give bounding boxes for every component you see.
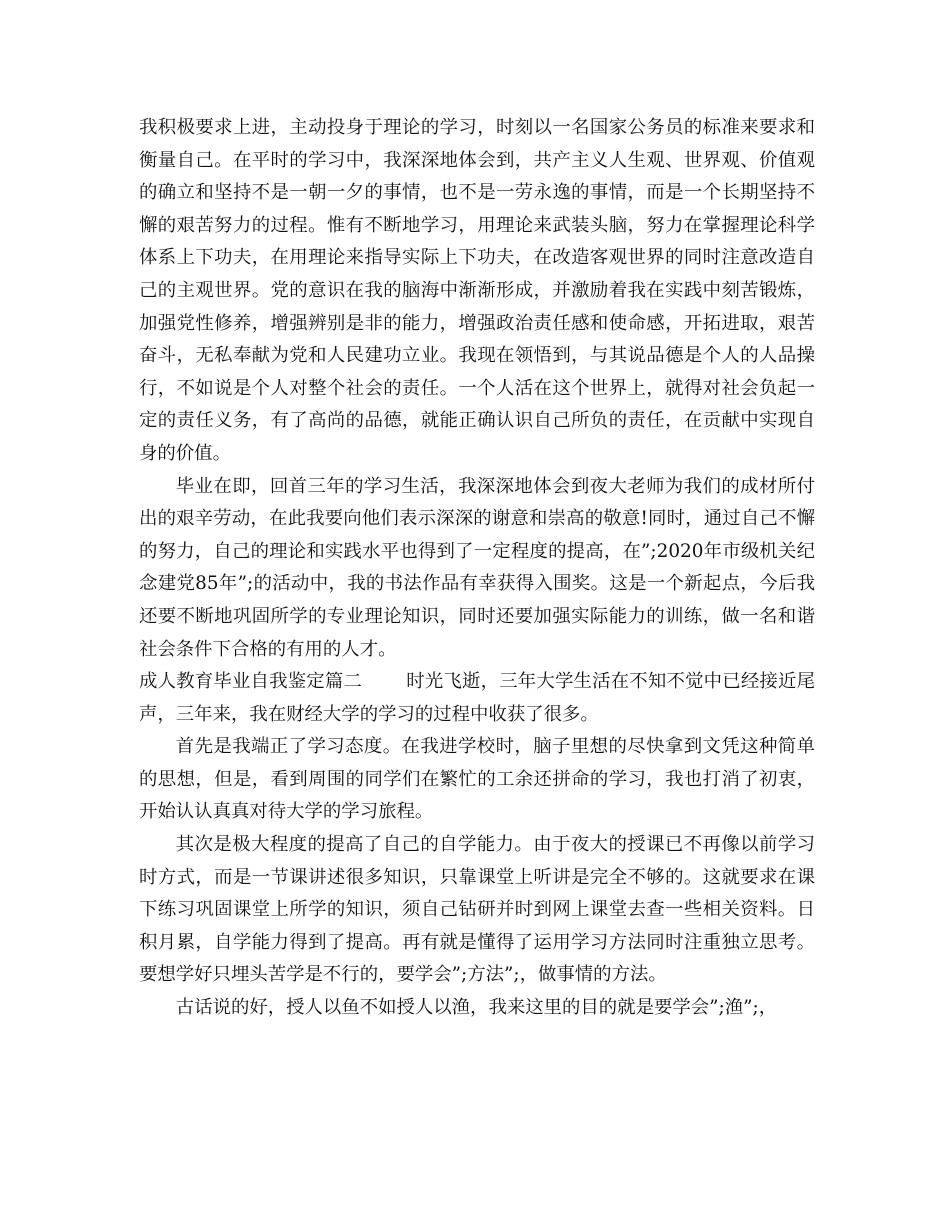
- body-paragraph-4: 首先是我端正了学习态度。在我进学校时，脑子里想的尽快拿到文凭这种简单的思想，但是，看到周围的同学们在繁忙的工余还拼命的学习，我也打消了初衷，开始认认真真对待大学的学习旅程。: [139, 736, 815, 823]
- section-heading: 成人教育毕业自我鉴定篇二: [139, 671, 363, 693]
- body-paragraph-6: 古话说的好，授人以鱼不如授人以渔，我来这里的目的就是要学会”;渔”;，: [175, 997, 778, 1019]
- document-page: [139, 112, 815, 1025]
- body-paragraph-2: 毕业在即，回首三年的学习生活，我深深地体会到夜大老师为我们的成材所付出的艰辛劳动，在此我要向他们表示深深的谢意和崇高的敬意!同时，通过自己不懈的努力，自己的理论和实践水平也得到了一定程度的提高，在”;2020年市级机关纪念建党85年”;的活动中，我的书法作品有幸获得入围奖。这是一个新起点，今后我还要不断地巩固所学的专业理论知识，同时还要加强实际能力的训练，做一名和谐社会条件下合格的有用的人才。: [139, 475, 815, 660]
- body-paragraph-1: 我积极要求上进，主动投身于理论的学习，时刻以一名国家公务员的标准来要求和衡量自己。在平时的学习中，我深深地体会到，共产主义人生观、世界观、价值观的确立和坚持不是一朝一夕的事情，也不是一劳永逸的事情，而是一个长期坚持不懈的艰苦努力的过程。惟有不断地学习，用理论来武装头脑，努力在掌握理论科学体系上下功夫，在用理论来指导实际上下功夫，在改造客观世界的同时注意改造自己的主观世界。党的意识在我的脑海中渐渐形成，并激励着我在实践中刻苦锻炼，加强党性修养，增强辨别是非的能力，增强政治责任感和使命感，开拓进取，艰苦奋斗，无私奉献为党和人民建功立业。我现在领悟到，与其说品德是个人的人品操行，不如说是个人对整个社会的责任。一个人活在这个世界上，就得对社会负起一定的责任义务，有了高尚的品德，就能正确认识自己所负的责任，在贡献中实现自身的价值。: [139, 117, 815, 464]
- body-paragraph-5: 其次是极大程度的提高了自己的自学能力。由于夜大的授课已不再像以前学习时方式，而是一节课讲述很多知识，只靠课堂上听讲是完全不够的。这就要求在课下练习巩固课堂上所学的知识，须自己钻研并时到网上课堂去查一些相关资料。日积月累，自学能力得到了提高。再有就是懂得了运用学习方法同时注重独立思考。要想学好只埋头苦学是不行的，要学会”;方法”;，做事情的方法。: [139, 834, 815, 986]
- section-intro: 时光飞逝，三年大学生活在不知不觉中已经接近尾声，三年来，我在财经大学的学习的过程中收获了很多。: [139, 671, 815, 725]
- section-paragraph: [139, 666, 815, 731]
